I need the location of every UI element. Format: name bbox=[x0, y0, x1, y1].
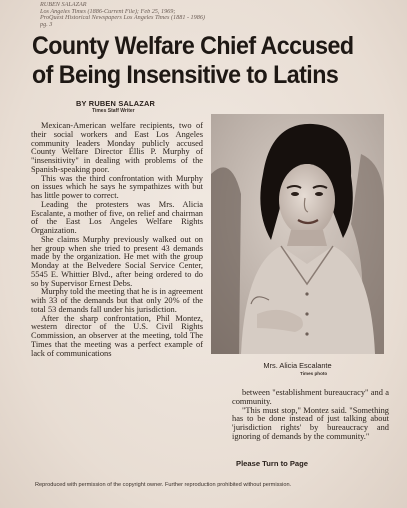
continued-note: Please Turn to Page bbox=[236, 459, 309, 468]
citation-line: pg. 3 bbox=[40, 21, 53, 28]
article-body-left bbox=[31, 122, 203, 358]
article-paragraph: She claims Murphy previously walked out on her group when she tried to present 43 demands made by the organization. He met with the group Monday at the Belvedere Social Service Center, 5545 E. Whittier Blvd., after being ordered to do so by Supervisor Ernest Debs. bbox=[31, 234, 203, 288]
article-paragraph: After the sharp confrontation, Phil Montez, western director of the U.S. Civil Rights Commission, an observer at the meeting, told The Times that the meeting was a perfect example of lack of communications bbox=[31, 313, 203, 358]
portrait-photo bbox=[211, 114, 384, 354]
article-paragraph: This was the third confrontation with Murphy on issues which he says he sympathizes with but has little power to correct. bbox=[31, 173, 203, 200]
article-paragraph: Leading the protesters was Mrs. Alicia Escalante, a mother of five, on relief and chairman of the East Los Angeles Welfare Rights Organization. bbox=[31, 199, 203, 235]
citation-line: ProQuest Historical Newspapers Los Angeles Times (1881 - 1986) bbox=[40, 15, 205, 22]
citation-line: RUBEN SALAZAR bbox=[40, 2, 87, 8]
portrait-photo-illustration bbox=[211, 114, 384, 354]
headline-line: of Being Insensitive to Latins bbox=[32, 61, 339, 89]
byline-title: Times Staff Writer bbox=[92, 108, 135, 114]
article-paragraph: between "establishment bureaucracy" and a community. bbox=[232, 388, 389, 406]
byline: BY RUBEN SALAZAR bbox=[76, 99, 156, 108]
article-paragraph: Murphy told the meeting that he is in agreement with 33 of the demands but that only 20% of the total 53 demands fall under his jurisdiction. bbox=[31, 287, 203, 314]
headline bbox=[32, 32, 358, 90]
photo-credit: Times photo bbox=[300, 371, 328, 376]
headline-line: County Welfare Chief Accused bbox=[32, 32, 354, 60]
article-paragraph: Mexican-American welfare recipients, two of their social workers and East Los Angeles community leaders Monday publicly accused County Welfare Director Ellis P. Murphy of "insensitivity" in dealing with problems of the Spanish-speaking poor. bbox=[31, 121, 203, 174]
article-body-right bbox=[232, 389, 389, 442]
article-paragraph: "This must stop," Montez said. "Something has to be done instead of just talking about 'jurisdiction rights' by bureaucracy and ignoring of demands by the community." bbox=[232, 405, 389, 441]
photo-caption: Mrs. Alicia Escalante bbox=[263, 361, 332, 370]
citation-header bbox=[40, 2, 340, 28]
citation-line: Los Angeles Times (1886-Current File); Feb 25, 1969; bbox=[40, 8, 176, 15]
copyright-footer: Reproduced with permission of the copyright owner. Further reproduction prohibited without permission. bbox=[35, 482, 292, 488]
